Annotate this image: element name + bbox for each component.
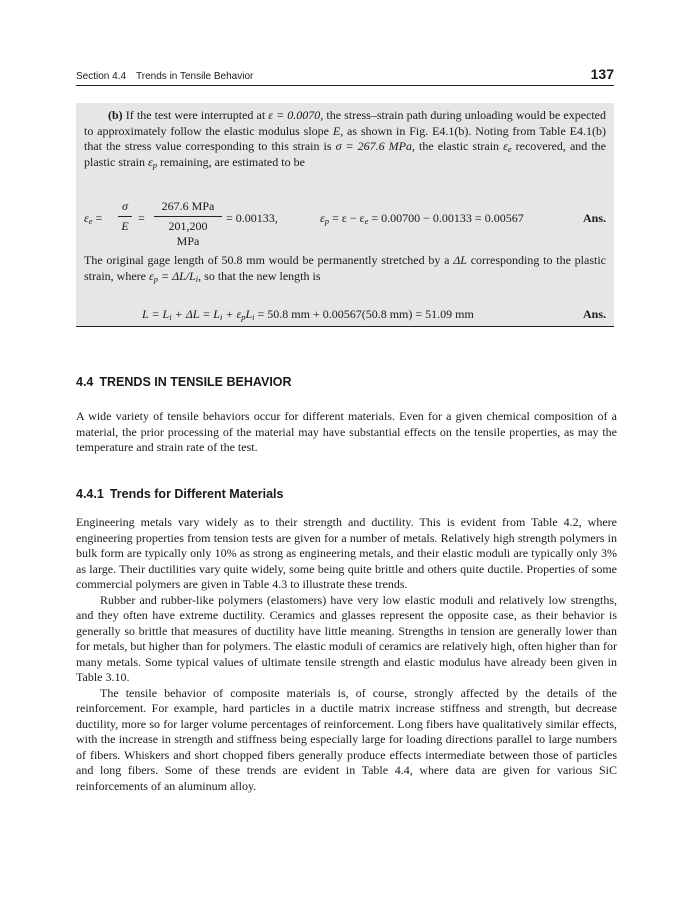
header-section-title: Trends in Tensile Behavior (136, 71, 254, 82)
running-header (76, 66, 614, 82)
subsection-heading: 4.4.1 Trends for Different Materials (76, 487, 284, 501)
example-bottom-rule (76, 326, 614, 327)
answer-label: Ans. (582, 307, 606, 321)
answer-label: Ans. (582, 211, 606, 225)
header-section-label: Section 4.4 (76, 71, 127, 82)
section-intro (76, 409, 617, 456)
example-box (76, 103, 614, 326)
fraction-stress-over-modulus: 267.6 MPa 201,200 MPa (154, 199, 222, 249)
paragraph: Engineering metals vary widely as to their strength and ductility. This is evident from Table 4.2, where engineering properties from tension tests are given for a number of metals. Relatively high strength polymers in bulk form are typically only 10% as strong as engineering metals, and their elastic moduli are typically only 3% as large. Their ductilities vary quite widely, some being quite brittle and others quite ductile. Properties of some commercial polymers are given in Table 4.3 to illustrate these trends. (76, 515, 617, 591)
length-equation: $L = L_i + \Delta L = L_i + \varepsilon_pL_i = 50.8$ mm + 0.00567(50.8 mm) = 51.09 mm Ans. (142, 307, 606, 322)
paragraph: The tensile behavior of composite materials is, of course, strongly affected by the details of the reinforcement. For example, hard particles in a ductile matrix increase stiffness and strength, but decrease ductility, more so for larger volume percentages of reinforcement. Long fibers have qualitatively similar effects, with the increase in strength and stiffness being especially large for loading directions parallel to large numbers of fibers. Whiskers and short chopped fibers generally produce effects intermediate between those of particles and long fibers. Some of these trends are evident in Table 4.4, where data are given for various SiC reinforcements of an aluminum alloy. (76, 685, 617, 793)
fraction-sigma-over-e: $\frac{\sigma}{E}$ (118, 199, 132, 234)
section-heading: 4.4 TRENDS IN TENSILE BEHAVIOR (76, 375, 292, 389)
example-part-label: (b) (108, 108, 123, 122)
paragraph: Rubber and rubber-like polymers (elastomers) have very low elastic moduli and relatively low strengths, and they often have extreme ductility. Ceramics and glasses represent the opposite case, as their behavior is generally so brittle that measures of ductility have little meaning. Strengths in tension are generally lower than for metals, but higher than for polymers. The elastic moduli of ceramics are relatively high, often higher than for many metals. Some typical values of ultimate tensile strength and elastic modulus have already been given in Table 3.10. (76, 592, 617, 684)
example-paragraph-1: (b) If the test were interrupted at ε = 0.0070, the stress–strain path during unloading would be expected to approximately follow the elastic modulus slope E, as shown in Fig. E4.1(b). Noting from Table E4.1(b) that the stress value corresponding to this strain is σ = 267.6 MPa, the elastic strain $\varepsilon_e$ recovered, and the plastic strain $\varepsilon_p$ remaining, are estimated to be (84, 108, 607, 170)
header-rule (76, 85, 614, 86)
plastic-strain-result: $\varepsilon_p = \varepsilon - \varepsilon_e = 0.00700 - 0.00133 = 0.00567$ (320, 211, 524, 226)
subsection-body (76, 515, 617, 794)
strain-equation: $\varepsilon_e$ = $\frac{\sigma}{E}$ = 267.6 MPa 201,200 MPa = 0.00133, $\varepsilon_p = \varepsilon - \varepsilon_e = 0.00700 - 0.00133 = 0.00567$ Ans. (84, 199, 606, 248)
paragraph: A wide variety of tensile behaviors occur for different materials. Even for a given chemical composition of a material, the prior processing of the material may have substantial effects on the tensile properties, as may the temperature and strain rate of the test. (76, 409, 617, 454)
running-header-title (76, 71, 253, 82)
page-number: 137 (590, 66, 614, 82)
example-paragraph-2: The original gage length of 50.8 mm would be permanently stretched by a ΔL corresponding to the plastic strain, where $\varepsilon_p = \Delta L/L_i$, so that the new length is (84, 253, 606, 284)
